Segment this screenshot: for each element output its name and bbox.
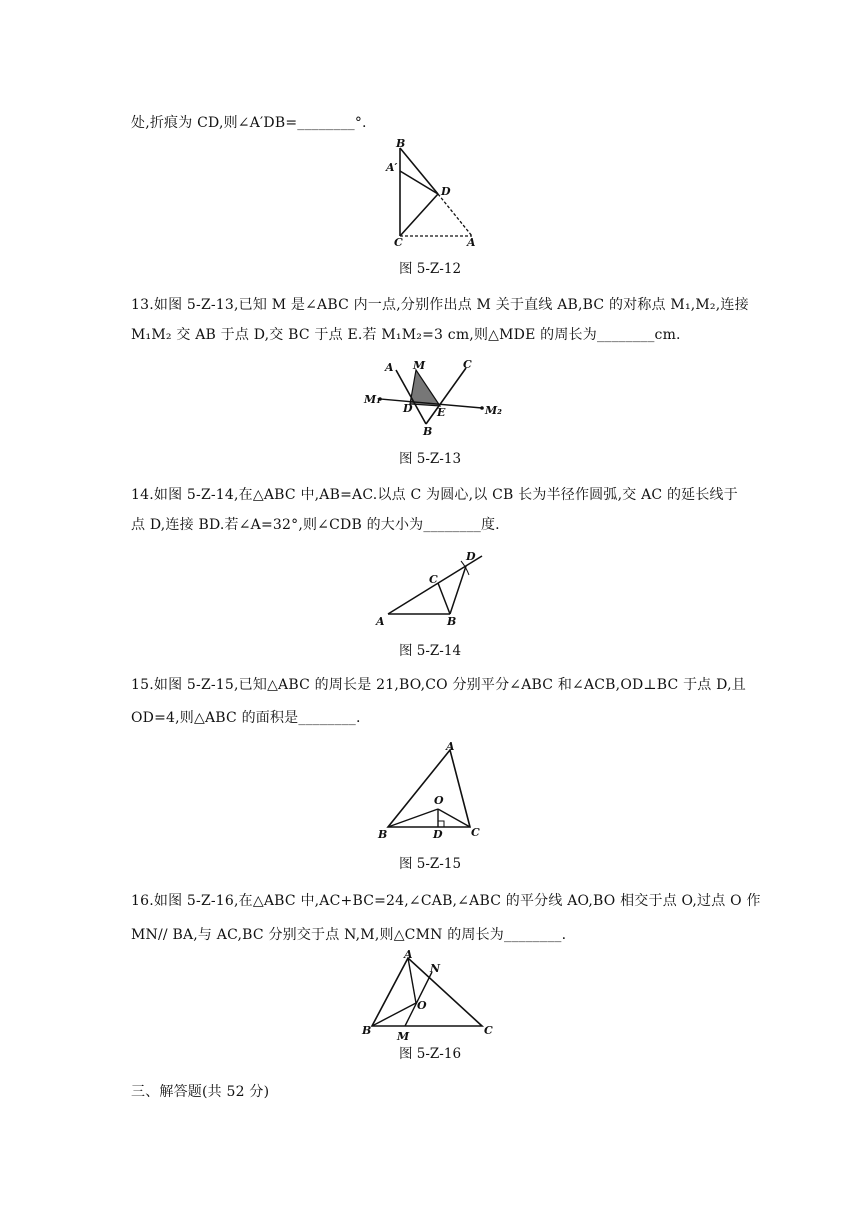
figure-5-z-15 [370, 735, 500, 845]
label-D: D [403, 402, 413, 415]
question-13-line-1: 13.如图 5-Z-13,已知 M 是∠ABC 内一点,分别作出点 M 关于直线 AB,BC 的对称点 M₁,M₂,连接 [131, 297, 749, 313]
label-A: A [376, 615, 385, 628]
label-D: D [466, 550, 476, 563]
label-O: O [417, 999, 427, 1012]
figure-5-z-14 [370, 545, 500, 635]
label-M1: M₁ [364, 393, 381, 406]
label-C: C [463, 358, 472, 371]
label-N: N [430, 962, 441, 975]
label-D: D [433, 828, 443, 841]
label-A: A [446, 740, 455, 753]
section-3-heading: 三、解答题(共 52 分) [131, 1084, 270, 1100]
label-A-prime: A′ [386, 161, 398, 174]
label-C: C [471, 826, 480, 839]
figure-5-z-13 [360, 358, 510, 438]
question-16-line-1: 16.如图 5-Z-16,在△ABC 中,AC+BC=24,∠CAB,∠ABC 的平分线 AO,BO 相交于点 O,过点 O 作 [131, 893, 761, 909]
question-15-line-2: OD=4,则△ABC 的面积是________. [131, 710, 361, 726]
label-M2: M₂ [485, 404, 502, 417]
figure-5-z-12 [380, 138, 490, 250]
label-B: B [362, 1024, 372, 1037]
question-15-line-1: 15.如图 5-Z-15,已知△ABC 的周长是 21,BO,CO 分别平分∠ABC 和∠ACB,OD⊥BC 于点 D,且 [131, 677, 746, 693]
caption-fig-13: 图 5-Z-13 [398, 451, 462, 467]
label-C: C [484, 1024, 493, 1037]
label-E: E [437, 406, 446, 419]
label-B: B [423, 425, 433, 438]
label-B: B [447, 615, 457, 628]
caption-fig-15: 图 5-Z-15 [398, 856, 462, 872]
label-A: A [404, 948, 413, 961]
label-A: A [467, 236, 476, 249]
caption-fig-14: 图 5-Z-14 [398, 643, 462, 659]
question-14-line-1: 14.如图 5-Z-14,在△ABC 中,AB=AC.以点 C 为圆心,以 CB 长为半径作圆弧,交 AC 的延长线于 [131, 487, 738, 503]
label-C: C [394, 236, 403, 249]
question-14-line-2: 点 D,连接 BD.若∠A=32°,则∠CDB 的大小为________度. [131, 517, 500, 533]
label-B: B [378, 828, 388, 841]
label-M: M [413, 359, 426, 372]
label-A: A [385, 361, 394, 374]
label-D: D [441, 185, 451, 198]
caption-fig-16: 图 5-Z-16 [398, 1046, 462, 1062]
caption-fig-12: 图 5-Z-12 [398, 261, 462, 277]
label-B: B [396, 137, 406, 150]
question-13-line-2: M₁M₂ 交 AB 于点 D,交 BC 于点 E.若 M₁M₂=3 cm,则△MDE 的周长为________cm. [131, 327, 681, 343]
label-M: M [397, 1030, 410, 1043]
label-O: O [434, 794, 444, 807]
question-16-line-2: MN// BA,与 AC,BC 分别交于点 N,M,则△CMN 的周长为________. [131, 927, 567, 943]
label-C: C [429, 573, 438, 586]
figure-5-z-16 [360, 948, 510, 1048]
question-12-tail: 处,折痕为 CD,则∠A′DB=________°. [131, 115, 367, 131]
